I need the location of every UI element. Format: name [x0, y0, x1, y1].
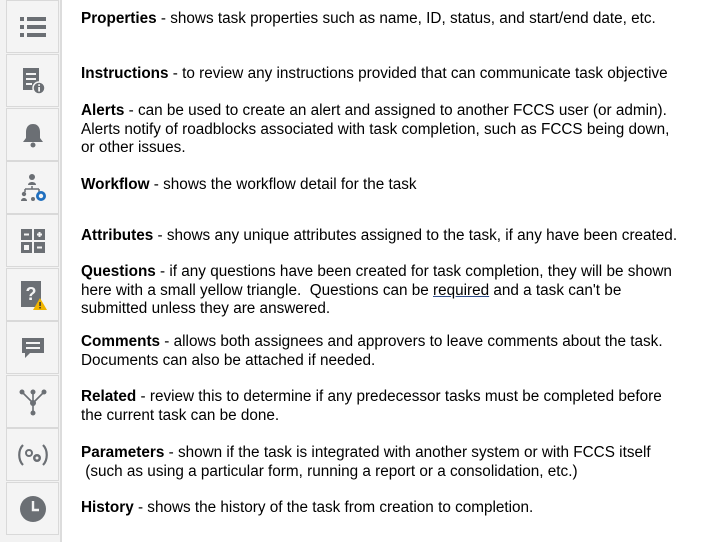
desc-parameters: - shown if the task is integrated with another system or with FCCS itself — [164, 444, 651, 461]
term-questions: Questions — [81, 263, 156, 280]
sidebar-item-alerts[interactable] — [6, 108, 59, 161]
entry-workflow — [81, 176, 711, 195]
desc-properties: - shows task properties such as name, ID, status, and start/end date, etc. — [156, 10, 656, 27]
desc-related: - review this to determine if any predecessor tasks must be completed before — [136, 388, 662, 405]
desc-related-line2: the current task can be done. — [81, 406, 280, 424]
attributes-icon — [19, 227, 47, 255]
sidebar-item-instructions[interactable] — [6, 54, 59, 107]
parameters-icon — [17, 442, 49, 468]
svg-text:?: ? — [25, 283, 36, 304]
sidebar-item-related[interactable] — [6, 375, 59, 428]
related-icon — [18, 387, 48, 417]
comment-icon — [20, 335, 46, 361]
entry-alerts — [81, 102, 711, 158]
sidebar-item-workflow[interactable] — [6, 161, 59, 214]
term-alerts: Alerts — [81, 102, 125, 119]
desc-comments-line2: Documents can also be attached if needed. — [81, 351, 376, 369]
term-comments: Comments — [81, 333, 161, 350]
desc-questions: - if any questions have been created for task completion, they will be shown — [155, 263, 672, 280]
sidebar-item-properties[interactable] — [6, 0, 59, 53]
desc-workflow: - shows the workflow detail for the task — [149, 176, 417, 193]
desc-alerts-line2: Alerts notify of roadblocks associated with task completion, such as FCCS being down, — [81, 120, 670, 138]
entry-instructions — [81, 65, 711, 84]
entry-questions — [81, 263, 711, 319]
list-icon — [18, 14, 48, 40]
help-legend — [81, 0, 717, 542]
desc-questions-line3: submitted unless they are answered. — [81, 300, 331, 317]
desc-history: - shows the history of the task from creation to completion. — [133, 499, 534, 516]
desc-parameters-line2: (such as using a particular form, running a report or a consolidation, etc.) — [81, 462, 578, 480]
sidebar-item-history[interactable] — [6, 482, 59, 535]
desc-attributes: - shows any unique attributes assigned to the task, if any have been created. — [153, 227, 678, 244]
term-history: History — [81, 499, 134, 516]
desc-questions-line2b: and a task can't be — [489, 281, 622, 299]
task-sidebar — [0, 0, 62, 542]
term-parameters: Parameters — [81, 444, 165, 461]
sidebar-item-parameters[interactable] — [6, 428, 59, 481]
entry-attributes — [81, 227, 711, 246]
entry-history — [81, 499, 711, 518]
term-workflow: Workflow — [81, 176, 150, 193]
sidebar-item-questions[interactable] — [6, 268, 59, 321]
required-link: required — [433, 281, 490, 299]
bell-icon — [20, 121, 46, 149]
entry-properties — [81, 10, 711, 29]
history-clock-icon — [18, 494, 48, 524]
entry-parameters — [81, 444, 711, 481]
instructions-icon — [19, 66, 47, 96]
term-instructions: Instructions — [81, 65, 169, 82]
desc-alerts: - can be used to create an alert and assigned to another FCCS user (or admin). — [124, 102, 667, 119]
term-attributes: Attributes — [81, 227, 154, 244]
sidebar-item-attributes[interactable] — [6, 214, 59, 267]
desc-questions-line2a: here with a small yellow triangle. Questions can be — [81, 281, 434, 299]
workflow-icon — [17, 172, 49, 204]
question-alert-icon — [18, 279, 48, 311]
entry-comments — [81, 333, 711, 370]
desc-instructions: - to review any instructions provided that can communicate task objective — [168, 65, 668, 82]
term-related: Related — [81, 388, 137, 405]
desc-alerts-line3: or other issues. — [81, 139, 186, 156]
entry-related — [81, 388, 711, 425]
desc-comments: - allows both assignees and approvers to leave comments about the task. — [160, 333, 663, 350]
term-properties: Properties — [81, 10, 157, 27]
sidebar-item-comments[interactable] — [6, 321, 59, 374]
